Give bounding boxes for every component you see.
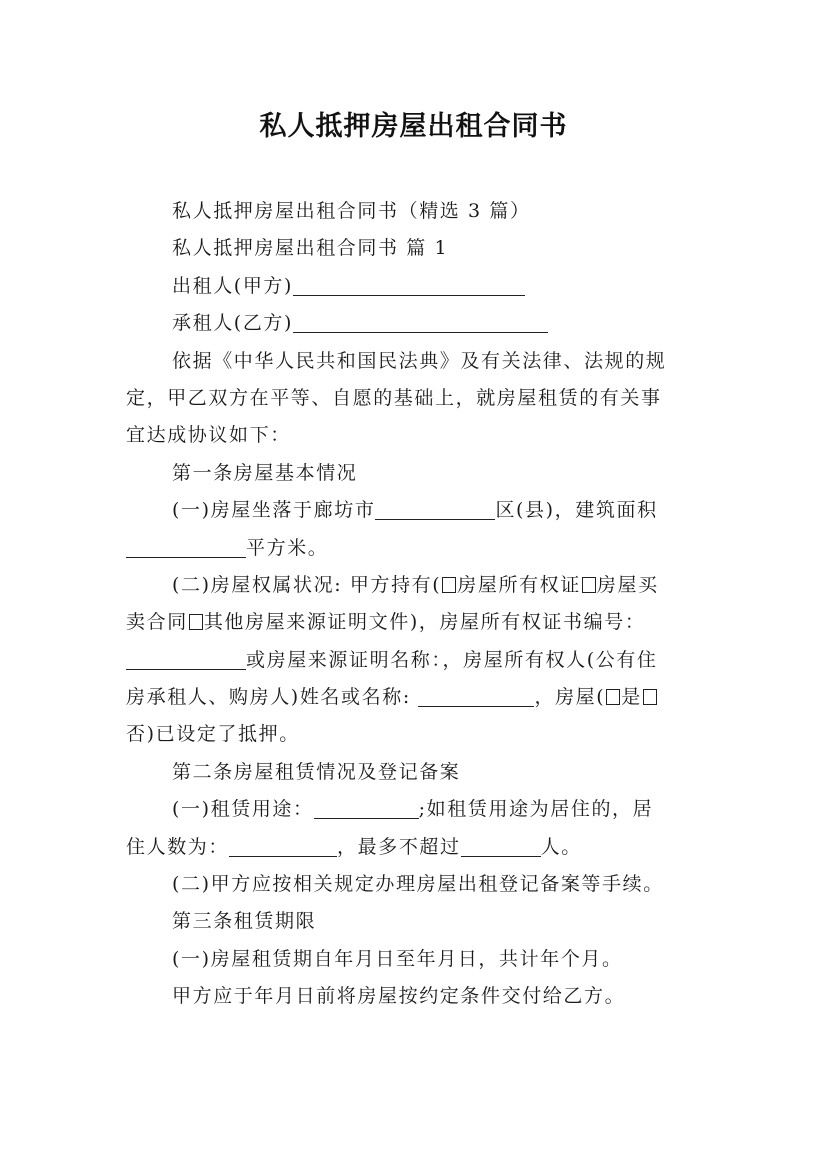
text: (一)房屋坐落于廊坊市	[172, 499, 376, 522]
paragraph-line	[126, 305, 706, 342]
text: (一)房屋租赁期自年月日至年月日，共计年个月。	[172, 947, 623, 970]
checkbox-icon	[442, 577, 456, 593]
text: 宜达成协议如下：	[126, 424, 291, 447]
blank-field	[461, 832, 541, 857]
paragraph-line	[126, 567, 706, 604]
text: 人。	[540, 835, 582, 858]
text: 或房屋来源证明名称：，房屋所有权人(公有住	[246, 648, 658, 671]
text: 是	[621, 686, 642, 709]
paragraph-line	[126, 679, 706, 716]
text: 第一条房屋基本情况	[172, 461, 358, 484]
text: 房屋所有权证	[457, 573, 581, 596]
blank-field	[418, 682, 534, 707]
text: 区(县)，建筑面积	[495, 499, 658, 522]
text: 依据《中华人民共和国民法典》及有关法律、法规的规	[172, 349, 667, 372]
text: 其他房屋来源证明文件)，房屋所有权证书编号：	[203, 611, 646, 634]
text: ，房屋(	[534, 686, 606, 709]
text: 否)已设定了抵押。	[126, 723, 300, 746]
text: 定，甲乙双方在平等、自愿的基础上，就房屋租赁的有关事	[126, 386, 662, 409]
blank-field	[126, 645, 246, 670]
paragraph-line	[126, 417, 706, 454]
blank-field	[293, 271, 525, 296]
text: (二)甲方应按相关规定办理房屋出租登记备案等手续。	[172, 873, 664, 896]
checkbox-icon	[189, 614, 203, 630]
paragraph-line	[126, 343, 706, 380]
text: (一)租赁用途：	[172, 798, 314, 821]
blank-field	[314, 794, 419, 819]
text: 私人抵押房屋出租合同书 篇 1	[172, 237, 449, 260]
blank-field	[375, 495, 495, 520]
paragraph-line	[126, 716, 706, 753]
text: 卖合同	[126, 611, 188, 634]
text: 出租人(甲方)	[172, 274, 294, 297]
paragraph-line	[126, 866, 706, 903]
document-body	[126, 193, 706, 1016]
checkbox-icon	[606, 689, 620, 705]
checkbox-icon	[582, 577, 596, 593]
section-heading	[126, 903, 706, 940]
paragraph-line	[126, 941, 706, 978]
checkbox-icon	[643, 689, 657, 705]
paragraph-line	[126, 268, 706, 305]
paragraph-line	[126, 193, 706, 230]
paragraph-line	[126, 642, 706, 679]
paragraph-line	[126, 230, 706, 267]
paragraph-line	[126, 380, 706, 417]
blank-field	[126, 533, 246, 558]
text: 房屋买	[596, 573, 659, 596]
text: 私人抵押房屋出租合同书（精选 3 篇）	[172, 200, 531, 222]
text: 住人数为：	[126, 835, 230, 858]
blank-field	[293, 308, 548, 333]
text: 承租人(乙方)	[172, 312, 294, 335]
paragraph-line	[126, 791, 706, 828]
document-title: 私人抵押房屋出租合同书	[259, 111, 568, 142]
section-heading	[126, 455, 706, 492]
paragraph-line	[126, 978, 706, 1015]
paragraph-line	[126, 530, 706, 567]
text: 第二条房屋租赁情况及登记备案	[172, 760, 461, 783]
text: 第三条租赁期限	[172, 910, 317, 933]
section-heading	[126, 754, 706, 791]
blank-field	[229, 832, 337, 857]
text: (二)房屋权属状况: 甲方持有(	[172, 573, 442, 596]
text: ;如租赁用途为居住的，居	[418, 798, 654, 821]
paragraph-line	[126, 492, 706, 529]
text: 房承租人、购房人)姓名或名称:	[126, 686, 419, 709]
text: 甲方应于年月日前将房屋按约定条件交付给乙方。	[172, 985, 626, 1008]
paragraph-line	[126, 604, 706, 641]
paragraph-line	[126, 829, 706, 866]
text: ，最多不超过	[337, 835, 461, 858]
text: 平方米。	[246, 536, 329, 559]
